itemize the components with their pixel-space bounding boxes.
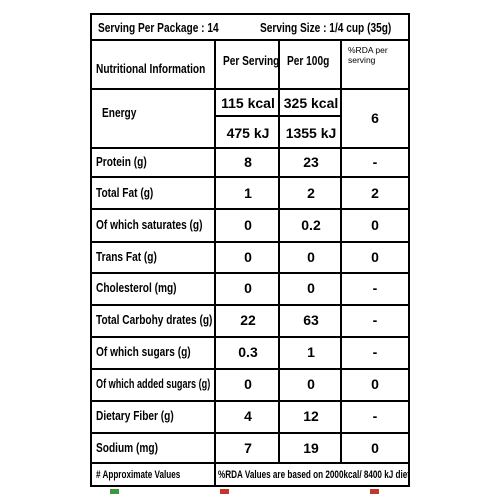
energy-kcal-serving: 115 kcal (221, 95, 275, 111)
row-rda: 0 (371, 440, 379, 456)
col-rda: %RDA per serving (348, 45, 388, 65)
row-per-100g: 2 (307, 185, 315, 201)
row-per-100g: 1 (307, 344, 315, 360)
row-divider (92, 432, 408, 434)
row-rda: - (372, 154, 378, 170)
row-per-100g: 0.2 (301, 217, 321, 233)
row-rda: - (372, 312, 378, 328)
row-divider (92, 400, 408, 402)
row-per-100g: 0 (307, 376, 315, 392)
serving-size: Serving Size : 1/4 cup (35g) (260, 20, 392, 35)
nutrition-facts-table (90, 13, 410, 487)
energy-kcal-100g: 325 kcal (283, 95, 339, 111)
red-mark (220, 489, 229, 494)
approximate-values-note: # Approximate Values (96, 469, 181, 481)
row-divider (92, 241, 408, 243)
servings-per-package: Serving Per Package : 14 (98, 20, 219, 35)
row-per-100g: 19 (303, 440, 319, 456)
green-mark (110, 489, 119, 494)
row-rda: 2 (371, 185, 379, 201)
row-per-serving: 8 (244, 154, 252, 170)
rda-basis-note: %RDA Values are based on 2000kcal/ 8400 kJ diet (218, 469, 411, 481)
row-per-serving: 1 (244, 185, 252, 201)
row-rda: - (372, 344, 378, 360)
row-divider (92, 176, 408, 178)
row-label: Sodium (mg) (96, 440, 158, 455)
row-label: Of which sugars (g) (96, 344, 191, 359)
row-label: Total Carbohy drates (g) (96, 312, 213, 327)
row-rda: 0 (371, 249, 379, 265)
row-label: Of which added sugars (g) (96, 376, 211, 391)
row-per-serving: 4 (244, 408, 252, 424)
row-per-serving: 7 (244, 440, 252, 456)
energy-rda: 6 (371, 110, 379, 126)
col-nutritional-information: Nutritional Information (96, 61, 206, 76)
row-label: Total Fat (g) (96, 185, 154, 200)
row-divider (92, 462, 408, 464)
row-per-100g: 0 (307, 280, 315, 296)
row-per-serving: 0.3 (238, 344, 258, 360)
print-registration-marks (100, 489, 400, 495)
col-divider-2 (278, 39, 280, 462)
row-rda: 0 (371, 217, 379, 233)
footer-divider (214, 462, 216, 487)
row-label: Trans Fat (g) (96, 249, 157, 264)
row-per-100g: 0 (307, 249, 315, 265)
energy-kj-100g: 1355 kJ (285, 125, 337, 141)
row-divider (92, 368, 408, 370)
energy-label: Energy (102, 105, 137, 120)
row-per-100g: 23 (303, 154, 319, 170)
row-per-100g: 63 (303, 312, 319, 328)
row-label: Of which saturates (g) (96, 217, 203, 232)
row-label: Cholesterol (mg) (96, 280, 177, 295)
col-divider-3 (340, 39, 342, 462)
col-divider-1 (214, 39, 216, 462)
row-rda: - (372, 280, 378, 296)
col-per-100g: Per 100g (287, 53, 330, 68)
col-per-serving: Per Serving (223, 53, 280, 68)
colhead-divider (92, 88, 408, 90)
energy-kj-serving: 475 kJ (226, 125, 270, 141)
row-divider (92, 304, 408, 306)
header-divider (92, 39, 408, 41)
row-per-serving: 0 (244, 217, 252, 233)
row-per-serving: 0 (244, 376, 252, 392)
energy-divider (92, 147, 408, 149)
row-divider (92, 208, 408, 210)
row-rda: 0 (371, 376, 379, 392)
red-mark (370, 489, 379, 494)
row-label: Dietary Fiber (g) (96, 408, 174, 423)
row-label: Protein (g) (96, 154, 147, 169)
row-rda: - (372, 408, 378, 424)
row-divider (92, 272, 408, 274)
row-per-serving: 0 (244, 249, 252, 265)
row-per-serving: 0 (244, 280, 252, 296)
row-per-serving: 22 (240, 312, 256, 328)
row-per-100g: 12 (303, 408, 319, 424)
row-divider (92, 336, 408, 338)
